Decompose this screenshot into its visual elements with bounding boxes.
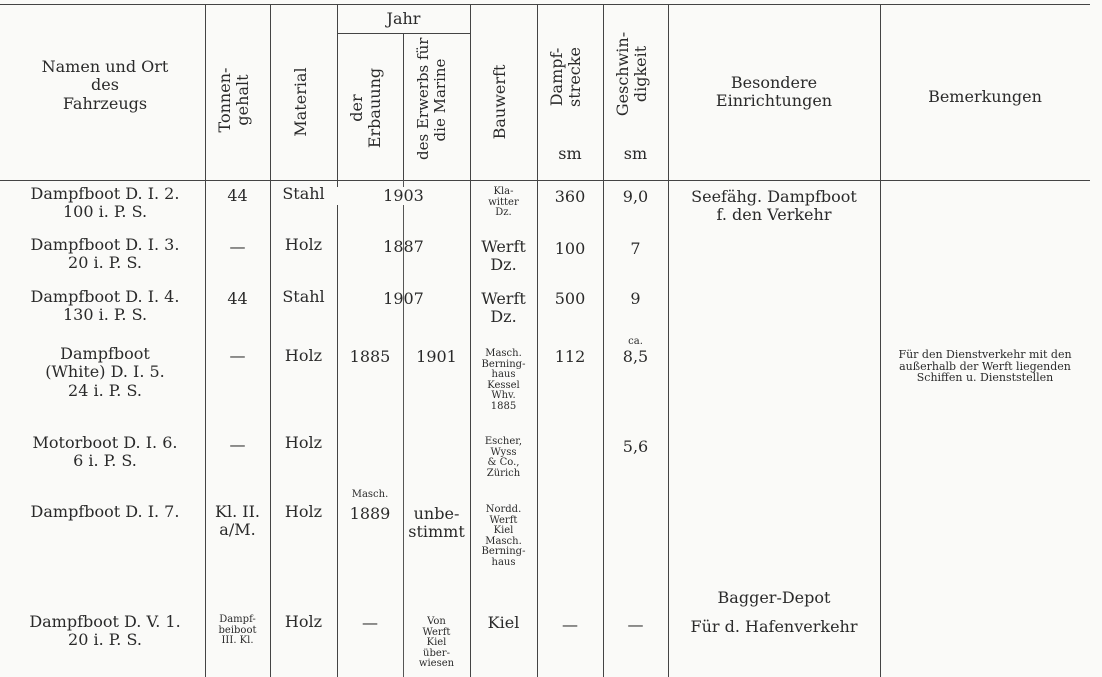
row5-speed: 5,6 — [622, 437, 649, 456]
col-sep-6 — [537, 4, 538, 677]
row3-werft: Werft Dz. — [481, 289, 526, 327]
row5-tonnage: — — [229, 435, 246, 454]
row6-erbauung: 1889 — [349, 504, 391, 523]
row1-tonnage: 44 — [227, 186, 248, 205]
header-bottom-rule — [0, 180, 1090, 181]
row7-einr-top: Bagger-Depot — [717, 588, 831, 607]
row1-einr: Seefähg. Dampfboot f. den Verkehr — [691, 187, 857, 225]
row2-speed: 7 — [630, 239, 641, 258]
row4-werft: Masch. Berning- haus Kessel Whv. 1885 — [481, 348, 526, 412]
row4-tonnage: — — [229, 346, 246, 365]
row4-erwerb: 1901 — [416, 347, 457, 366]
row7-werft: Kiel — [487, 613, 520, 632]
row5-name: Motorboot D. I. 6. 6 i. P. S. — [32, 433, 178, 471]
row3-speed: 9 — [630, 289, 641, 308]
row1-material: Stahl — [282, 184, 325, 203]
header-dampfstrecke: Dampf- strecke — [547, 47, 585, 107]
row1-werft: Kla- witter Dz. — [488, 186, 519, 218]
row4-speed: 8,5 — [622, 347, 649, 366]
top-rule — [0, 4, 1090, 5]
row1-strecke: 360 — [554, 187, 586, 206]
row4-erbauung: 1885 — [349, 347, 391, 366]
header-tonnage: Tonnen- gehalt — [215, 67, 253, 133]
row2-name: Dampfboot D. I. 3. 20 i. P. S. — [30, 235, 180, 273]
row7-erwerb: Von Werft Kiel über- wiesen — [418, 616, 455, 669]
row6-erwerb: unbe- stimmt — [408, 504, 465, 542]
row2-year: 1887 — [383, 237, 424, 256]
row7-material: Holz — [284, 612, 323, 631]
header-erbauung: der Erbauung — [347, 67, 385, 149]
row7-einr: Für d. Hafenverkehr — [690, 617, 858, 636]
header-dampfstrecke-unit: sm — [558, 144, 582, 163]
header-jahr: Jahr — [386, 9, 421, 28]
row6-name: Dampfboot D. I. 7. — [30, 502, 180, 521]
row4-material: Holz — [284, 346, 323, 365]
row1-name: Dampfboot D. I. 2. 100 i. P. S. — [30, 184, 180, 222]
row5-werft: Escher, Wyss & Co., Zürich — [484, 436, 523, 479]
header-einrichtungen: Besondere Einrichtungen — [715, 73, 833, 111]
row7-strecke: — — [562, 615, 578, 634]
row3-strecke: 500 — [554, 289, 586, 308]
row1-year: 1903 — [337, 187, 470, 205]
header-erwerb: des Erwerbs für die Marine — [414, 37, 450, 160]
row3-year: 1907 — [383, 289, 424, 308]
header-bauwerft: Bauwerft — [490, 64, 509, 140]
row1-speed: 9,0 — [622, 187, 649, 206]
col-sep-4 — [403, 33, 404, 180]
header-geschwindigkeit-unit: sm — [623, 144, 648, 163]
col-sep-3 — [337, 4, 338, 677]
row6-werft: Nordd. Werft Kiel Masch. Berning- haus — [481, 504, 526, 568]
row6-erbauung-prefix: Masch. — [351, 489, 389, 500]
col-sep-5 — [470, 4, 471, 677]
header-material: Material — [291, 67, 310, 137]
row4-name: Dampfboot (White) D. I. 5. 24 i. P. S. — [45, 344, 165, 400]
row7-erbauung: — — [362, 613, 378, 632]
row3-name: Dampfboot D. I. 4. 130 i. P. S. — [30, 287, 180, 325]
row5-material: Holz — [284, 433, 323, 452]
row7-tonnage: Dampf- beiboot III. Kl. — [218, 614, 257, 646]
row2-material: Holz — [284, 235, 323, 254]
row2-tonnage: — — [229, 237, 246, 256]
row7-name: Dampfboot D. V. 1. 20 i. P. S. — [29, 612, 181, 650]
row4-strecke: 112 — [554, 347, 586, 366]
row6-tonnage: Kl. II. a/M. — [215, 502, 260, 540]
row7-speed: — — [627, 615, 644, 634]
row4-speed-prefix: ca. — [628, 336, 643, 347]
header-bemerkungen: Bemerkungen — [928, 87, 1042, 106]
header-name: Namen und Ort des Fahrzeugs — [41, 57, 169, 113]
row3-material: Stahl — [282, 287, 325, 306]
row4-bemerkung: Für den Dienstverkehr mit den außerhalb der Werft liegenden Schiffen u. Dienststellen — [898, 348, 1072, 385]
col-sep-1 — [205, 4, 206, 677]
row6-material: Holz — [284, 502, 323, 521]
row2-werft: Werft Dz. — [481, 237, 526, 275]
row3-tonnage: 44 — [227, 289, 248, 308]
row2-strecke: 100 — [554, 239, 586, 258]
col-sep-2 — [270, 4, 271, 677]
header-geschwindigkeit: Geschwin- digkeit — [613, 31, 651, 117]
